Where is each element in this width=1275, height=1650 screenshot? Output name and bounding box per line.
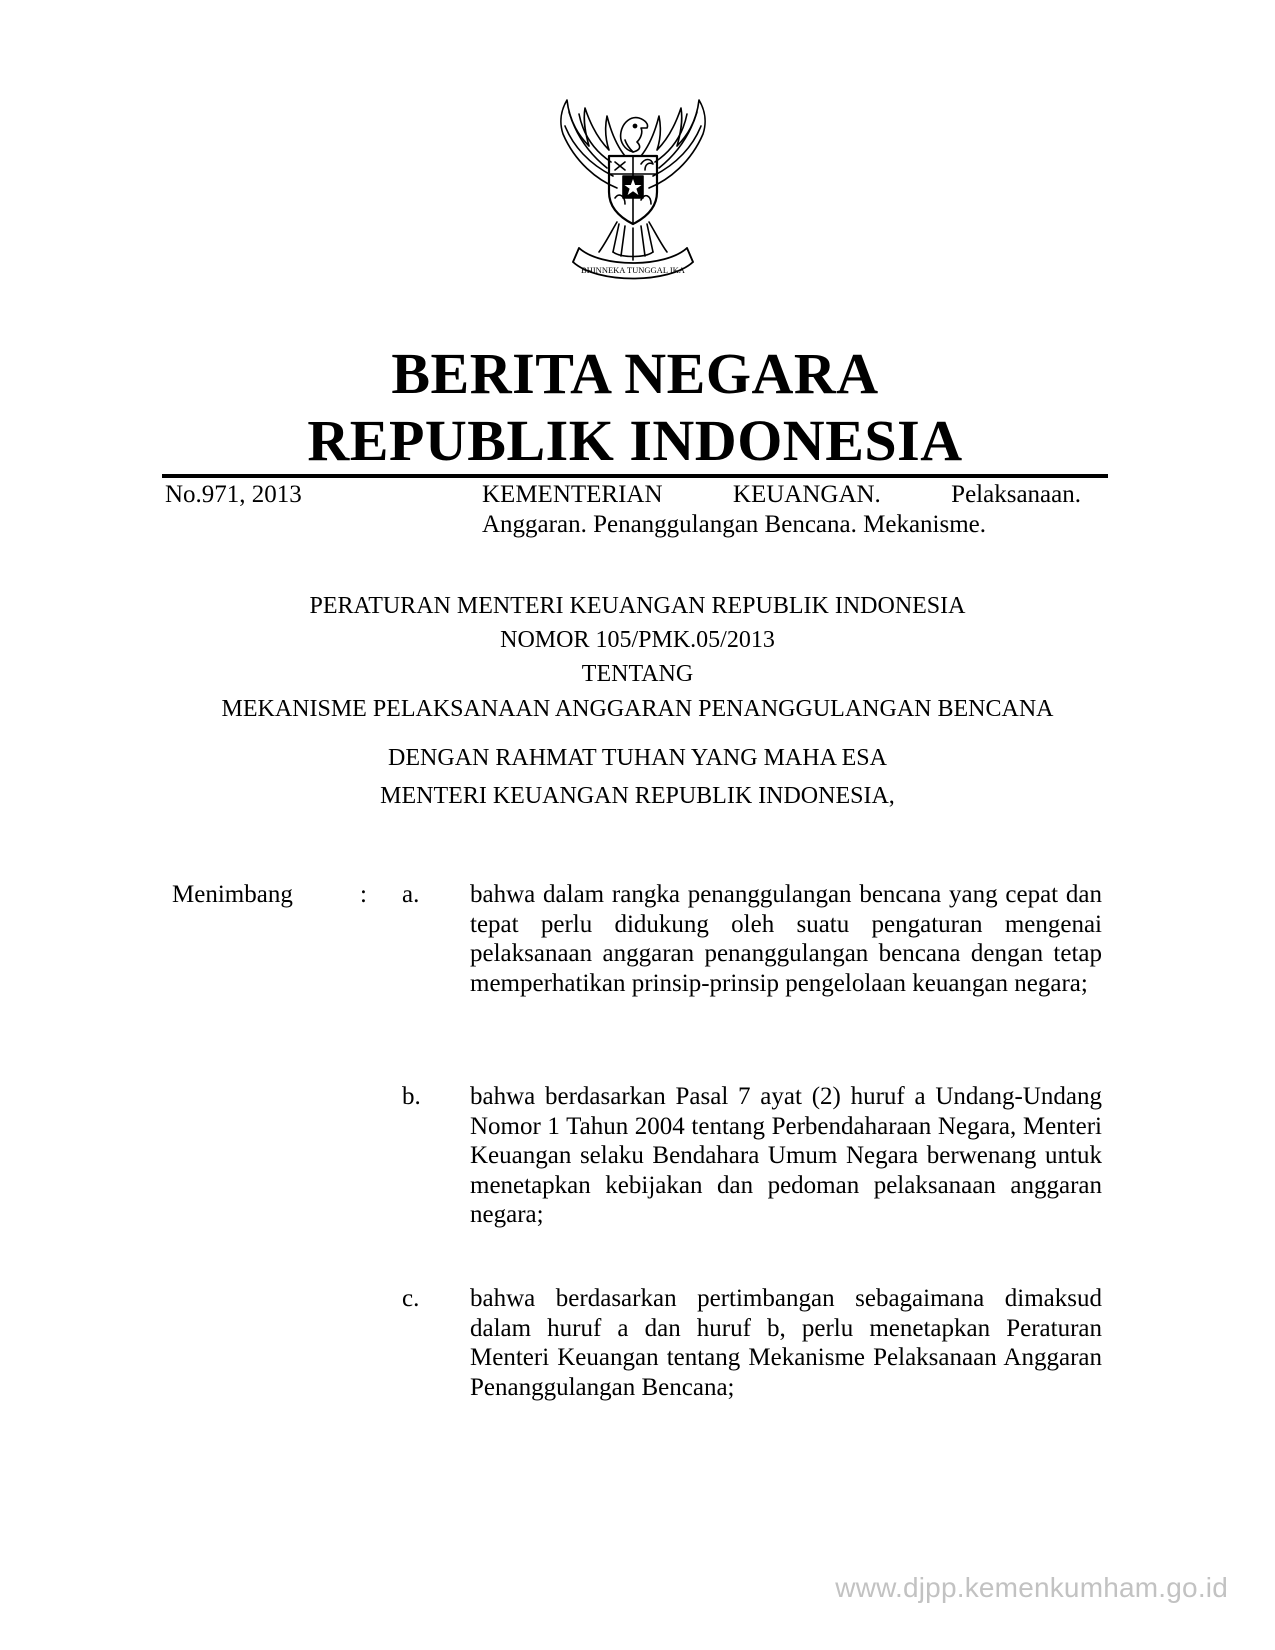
- regulation-number: NOMOR 105/PMK.05/2013: [500, 627, 775, 653]
- regulation-issuer: MENTERI KEUANGAN REPUBLIK INDONESIA,: [380, 783, 895, 809]
- item-text-a: bahwa dalam rangka penanggulangan bencana yang cepat dan tepat perlu didukung oleh suatu pengaturan mengenai pelaksanaan anggaran penanggulangan bencana dengan tetap memperhatikan prinsip-prinsip pengelolaan keuangan negara;: [470, 881, 1102, 997]
- source-watermark: www.djpp.kemenkumham.go.id: [835, 1572, 1228, 1603]
- regulation-title: PERATURAN MENTERI KEUANGAN REPUBLIK INDONESIA: [309, 593, 966, 619]
- issue-description-line2: Anggaran. Penanggulangan Bencana. Mekanisme.: [482, 511, 987, 538]
- regulation-about: TENTANG: [581, 661, 694, 687]
- considering-separator: :: [360, 881, 367, 908]
- masthead-divider: [162, 474, 1108, 478]
- considering-label: Menimbang: [172, 881, 293, 908]
- regulation-grace: DENGAN RAHMAT TUHAN YANG MAHA ESA: [388, 745, 887, 771]
- garuda-emblem: [545, 92, 721, 288]
- item-marker-a: a.: [402, 881, 420, 908]
- item-text-c: bahwa berdasarkan pertimbangan sebagaimana dimaksud dalam huruf a dan huruf b, perlu menetapkan Peraturan Menteri Keuangan tentang Mekanisme Pelaksanaan Anggaran Penanggulangan Bencana;: [470, 1285, 1102, 1401]
- item-marker-b: b.: [402, 1083, 421, 1110]
- issue-description-line1: KEMENTERIAN KEUANGAN. Pelaksanaan.: [482, 481, 1081, 508]
- issue-number: No.971, 2013: [165, 481, 302, 508]
- regulation-subject: MEKANISME PELAKSANAAN ANGGARAN PENANGGULANGAN BENCANA: [221, 696, 1054, 722]
- issue-description: [482, 480, 1081, 540]
- emblem-motto: BHINNEKA TUNGGAL IKA: [581, 265, 685, 275]
- item-text-b: bahwa berdasarkan Pasal 7 ayat (2) huruf a Undang-Undang Nomor 1 Tahun 2004 tentang Perbendaharaan Negara, Menteri Keuangan selaku Bendahara Umum Negara berwenang untuk menetapkan kebijakan dan pedoman pelaksanaan anggaran negara;: [470, 1083, 1102, 1228]
- item-marker-c: c.: [402, 1285, 420, 1312]
- masthead-title-line2: REPUBLIK INDONESIA: [307, 408, 963, 473]
- masthead-title-line1: BERITA NEGARA: [391, 341, 879, 406]
